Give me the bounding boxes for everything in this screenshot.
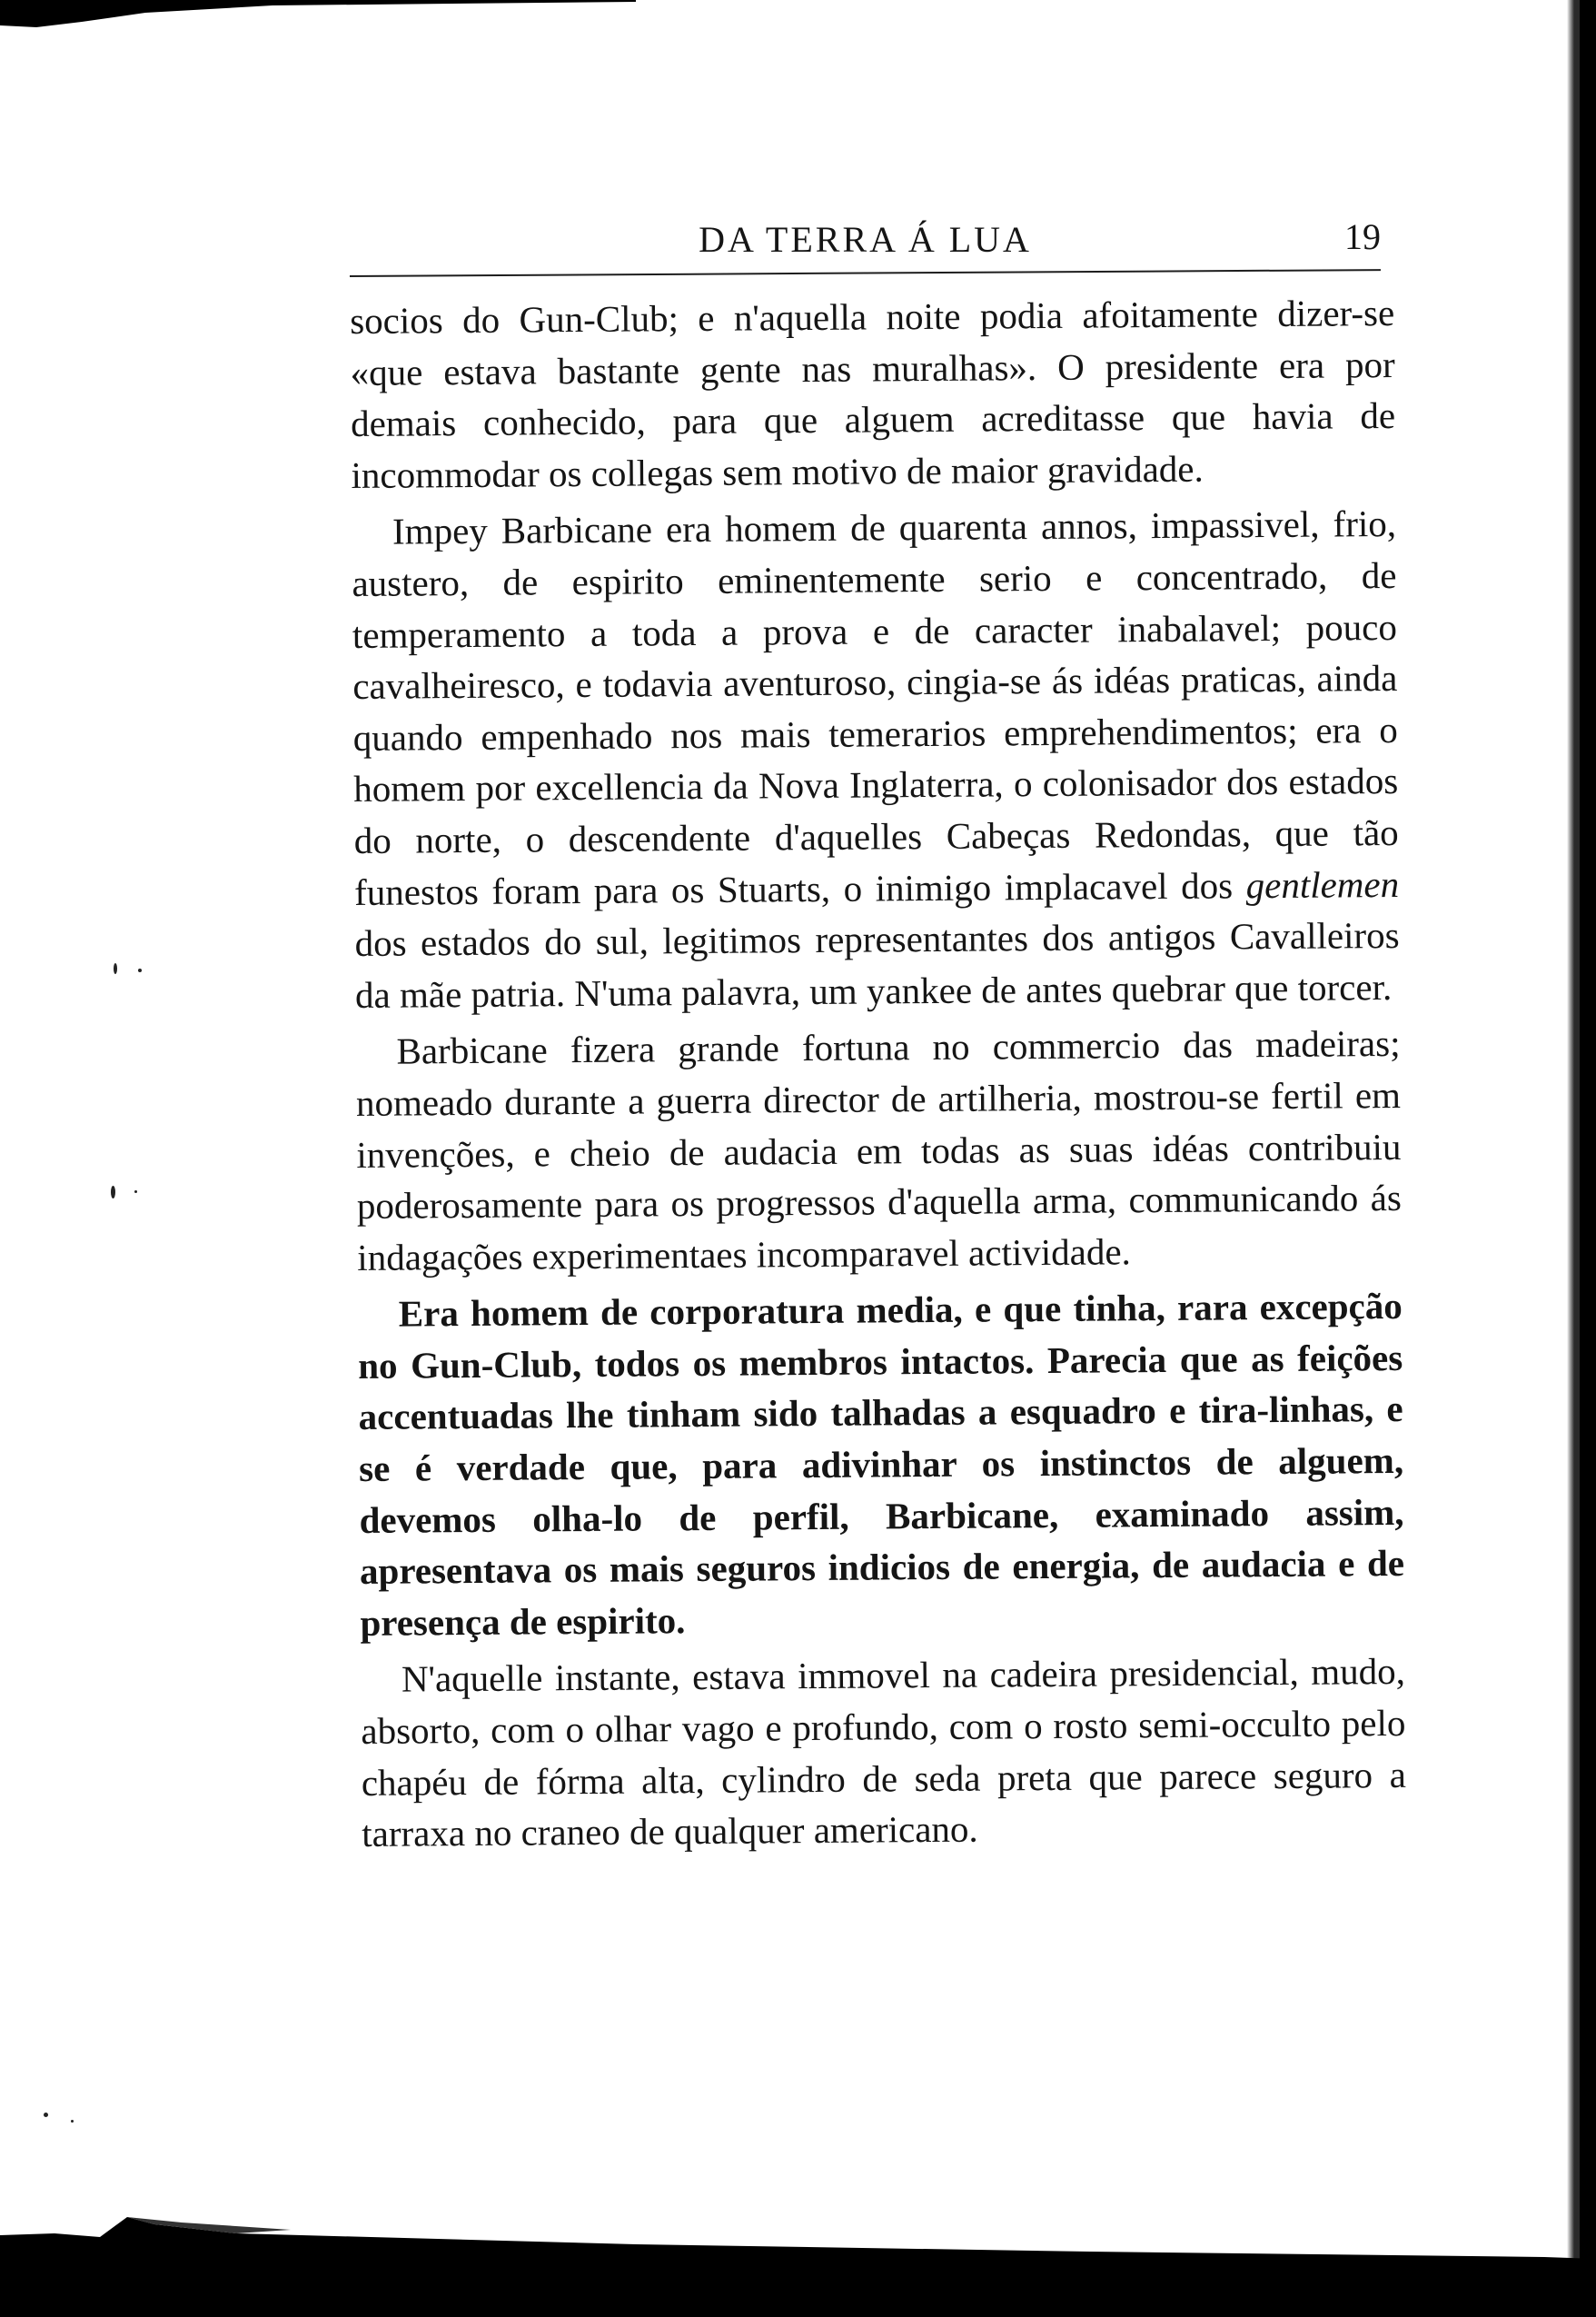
page-number: 19 [1344,216,1381,257]
body-text [350,287,1407,1865]
header-rule [350,269,1381,277]
paragraph-2-end: dos estados do sul, legitimos representantes dos antigos Cavalleiros da mãe patria. N'uma palavra, um yankee de antes quebrar que torcer. [354,914,1400,1016]
scan-speck [44,2113,48,2117]
scan-speck [134,1190,137,1193]
scan-speck [111,1186,115,1198]
paragraph-2-start: Impey Barbicane era homem de quarenta annos, impassivel, frio, austero, de espirito eminentemente serio e concentrado, de temperamento a toda a prova e de caracter inabalavel; pouco cavalheiresco, e todavia aventuroso, cingia-se ás idéas praticas, ainda quando empenhado nos mais temerarios emprehendimentos; era o homem por excellencia da Nova Inglaterra, o colonisador dos estados do norte, o descendente d'aquelles Cabeças Redondas, que tão funestos foram para os Stuarts, o inimigo implacavel dos [352,502,1399,913]
italic-word: gentlemen [1245,862,1400,906]
scan-edge-bottom [0,2181,1596,2317]
paragraph-1: socios do Gun-Club; e n'aquella noite podia afoitamente dizer-se «que estava bastante gente nas muralhas». O presidente era por demais conhecido, para que alguem acreditasse que havia de incommodar os collegas sem motivo de maior gravidade. [350,291,1396,496]
scan-speck [71,2120,74,2123]
page-header [350,211,1381,265]
paragraph-5: N'aquelle instante, estava immovel na cadeira presidencial, mudo, absorto, com o olhar vago e profundo, com o rosto semi-occulto pelo chapéu de fórma alta, cylindro de seda preta que parece seguro a tarraxa no craneo de qualquer americano. [361,1650,1406,1855]
scan-speck [138,969,142,972]
paragraph-2 [352,498,1400,1020]
paragraph-3: Barbicane fizera grande fortuna no commercio das madeiras; nomeado durante a guerra director de artilheria, mostrou-se fertil em invenções, e cheio de audacia em todas as suas idéas contribuiu poderosamente para os progressos d'aquella arma, communicando ás indagações experimentaes incomparavel actividade. [355,1022,1403,1278]
scan-edge-right [1567,0,1596,2317]
scan-speck [114,963,117,974]
paragraph-4: Era homem de corporatura media, e que tinha, rara excepção no Gun-Club, todos os membros intactos. Parecia que as feições accentuadas lhe tinham sido talhadas a esquadro e tira-linhas, e se é verdade que, para adivinhar os instinctos de alguem, devemos olha-lo de perfil, Barbicane, examinado assim, apresentava os mais seguros indicios de energia, de audacia e de presença de espirito. [358,1285,1405,1644]
scan-edge-top [0,0,1596,36]
running-title: DA TERRA Á LUA [699,219,1032,260]
